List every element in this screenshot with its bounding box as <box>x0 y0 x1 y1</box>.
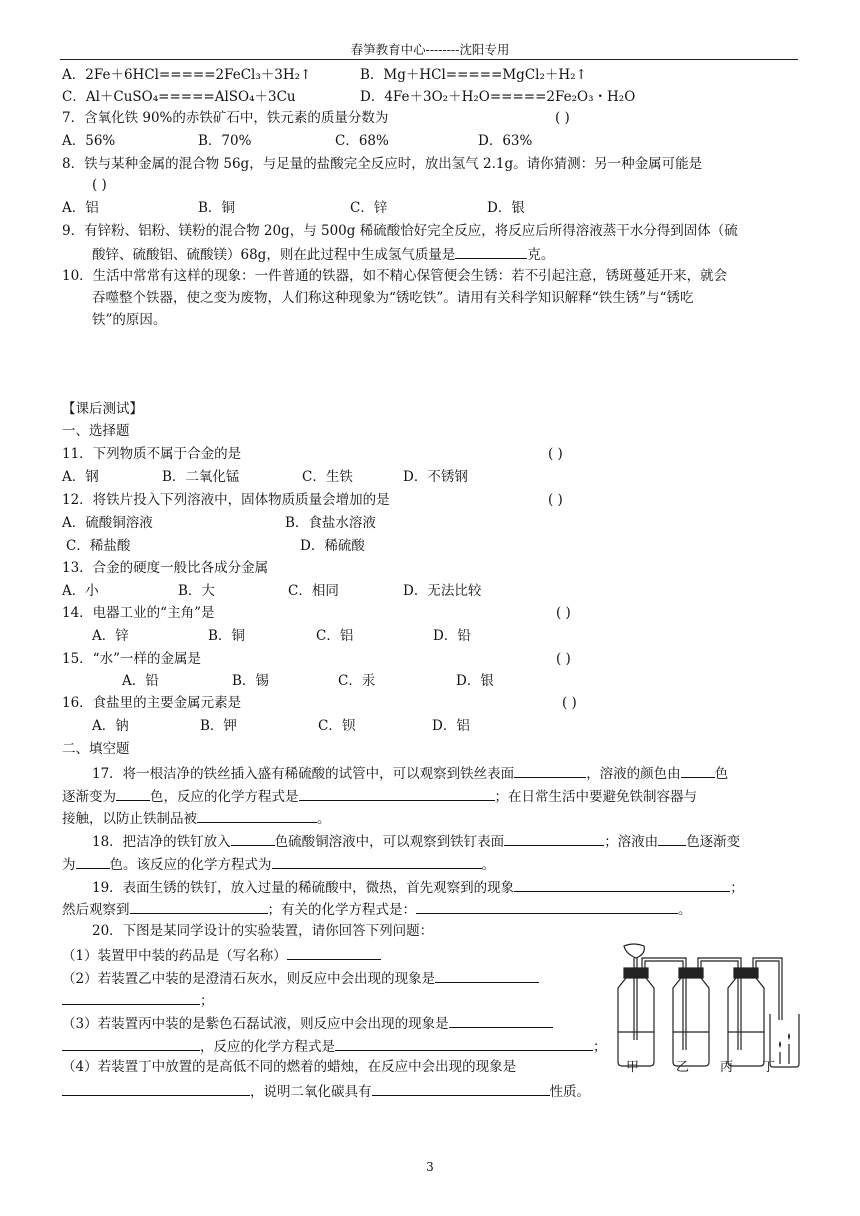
q7-option-d: D．63% <box>478 133 533 149</box>
q8-option-b: B．铜 <box>198 200 235 216</box>
q20-blank-litmus-b[interactable] <box>62 1036 200 1051</box>
q20-blank-limewater-a[interactable] <box>435 968 539 983</box>
q20-part4: （4）若装置丁中放置的是高低不同的燃着的蜡烛，在反应中会出现的现象是 <box>62 1059 517 1075</box>
q14-stem: 14．电器工业的“主角”是 <box>62 605 215 621</box>
q20-blank-candle[interactable] <box>62 1081 250 1096</box>
label-bing: 丙 <box>720 1060 734 1075</box>
q18-l1-text-a: 18．把洁净的铁钉放入 <box>92 834 231 850</box>
q20-p4-text-b: ，说明二氧化碳具有 <box>250 1084 372 1100</box>
q13-option-c: C．相同 <box>288 583 339 599</box>
q20-p2-end: ； <box>200 993 214 1009</box>
q19-l1-text-a: 19．表面生锈的铁钉，放入过量的稀硫酸中，微热，首先观察到的现象 <box>92 880 515 896</box>
q17-blank-color-to[interactable] <box>116 786 150 801</box>
q10-line3: 铁”的原因。 <box>92 312 167 328</box>
q13-option-d: D．无法比较 <box>403 583 482 599</box>
part2-title: 二、填空题 <box>62 741 130 757</box>
q17-l1-text-c: 色 <box>714 766 729 782</box>
q20-part4-cont <box>62 1081 590 1101</box>
page-number: 3 <box>426 1160 434 1174</box>
apparatus-svg <box>606 940 806 1075</box>
q18-line2 <box>62 854 495 874</box>
q18-blank-color[interactable] <box>231 831 275 846</box>
q18-l1-text-b: 色硫酸铜溶液中，可以观察到铁钉表面 <box>274 834 505 850</box>
q17-line3 <box>62 808 331 828</box>
q15-option-b: B．锡 <box>232 673 269 689</box>
q-prev-option-b: B．Mg＋HCl=====MgCl₂＋H₂↑ <box>360 67 587 83</box>
q19-blank-first[interactable] <box>514 877 730 892</box>
q18-l2-text-c: 。 <box>481 857 495 873</box>
q17-blank-surface[interactable] <box>514 763 586 778</box>
q15-option-c: C．汞 <box>338 673 376 689</box>
q11-option-b: B．二氧化锰 <box>162 469 240 485</box>
q-prev-option-a: A．2Fe＋6HCl=====2FeCl₃＋3H₂↑ <box>62 67 312 83</box>
q20-part2 <box>62 968 539 988</box>
q18-line1 <box>92 831 740 851</box>
q9-line2-end: 克。 <box>527 247 555 263</box>
q8-stem: 8．铁与某种金属的混合物 56g，与足量的盐酸完全反应时，放出氢气 2.1g。请你猜测：另一种金属可能是 <box>62 156 703 172</box>
label-yi: 乙 <box>676 1060 690 1075</box>
q14-paren: ( ) <box>556 605 571 621</box>
q19-l2-text-b: ；有关的化学方程式是： <box>267 902 416 918</box>
q20-p4-text-c: 性质。 <box>549 1084 590 1100</box>
page-header: 春笋教育中心--------沈阳专用 <box>350 42 510 57</box>
q11-stem: 11．下列物质不属于合金的是 <box>62 446 242 462</box>
q20-blank-property[interactable] <box>372 1081 550 1096</box>
q-prev-option-d: D．4Fe＋3O₂＋H₂O=====2Fe₂O₃・H₂O <box>360 89 636 105</box>
q20-part2-cont <box>62 990 214 1010</box>
q15-paren: ( ) <box>556 651 571 667</box>
q17-l2-text-c: ；在日常生活中要避免铁制容器与 <box>494 789 697 805</box>
label-ding: 丁 <box>762 1060 776 1075</box>
q20-part3-cont <box>62 1036 607 1056</box>
q17-l1-text-b: ，溶液的颜色由 <box>586 766 681 782</box>
q17-line2 <box>62 786 697 806</box>
q20-p1-text: （1）装置甲中装的药品是（写名称） <box>62 948 287 964</box>
q13-option-b: B．大 <box>178 583 215 599</box>
q17-l2-text-a: 逐渐变为 <box>62 789 116 805</box>
q17-l1-text-a: 17．将一根洁净的铁丝插入盛有稀硫酸的试管中，可以观察到铁丝表面 <box>92 766 515 782</box>
q19-line2 <box>62 899 692 919</box>
q20-blank-litmus-a[interactable] <box>449 1013 553 1028</box>
q18-l2-text-a: 为 <box>62 857 76 873</box>
q18-blank-equation[interactable] <box>272 854 482 869</box>
q17-blank-equation[interactable] <box>299 786 495 801</box>
q17-line1 <box>92 763 728 783</box>
q8-option-a: A．铝 <box>62 200 99 216</box>
q17-l2-text-b: 色，反应的化学方程式是 <box>150 789 299 805</box>
q11-option-c: C．生铁 <box>302 469 353 485</box>
header-rule <box>60 59 798 60</box>
q18-blank-surface[interactable] <box>504 831 604 846</box>
q14-option-c: C．铝 <box>316 628 354 644</box>
q14-option-b: B．铜 <box>208 628 245 644</box>
q9-line2-text: 酸锌、硫酸铝、硫酸镁）68g，则在此过程中生成氢气质量是 <box>92 247 456 263</box>
q7-option-c: C．68% <box>335 133 389 149</box>
q7-paren: ( ) <box>555 110 570 126</box>
q16-option-c: C．钡 <box>318 718 356 734</box>
section-title: 【课后测试】 <box>62 401 143 417</box>
q8-option-c: C．锌 <box>350 200 388 216</box>
q20-blank-litmus-eq[interactable] <box>335 1036 593 1051</box>
q17-blank-corroded[interactable] <box>197 808 317 823</box>
q13-option-a: A．小 <box>62 583 99 599</box>
q18-blank-color-to[interactable] <box>76 854 110 869</box>
q14-option-d: D．铅 <box>433 628 471 644</box>
q8-paren: ( ) <box>92 177 107 193</box>
q20-blank-reagent[interactable] <box>287 945 381 960</box>
apparatus-diagram <box>606 940 806 1075</box>
q15-option-d: D．银 <box>456 673 494 689</box>
q18-l1-text-c: ；溶液由 <box>604 834 659 850</box>
q12-option-a: A．硫酸铜溶液 <box>62 515 153 531</box>
q17-blank-color-from[interactable] <box>681 763 715 778</box>
q9-line1: 9．有锌粉、铝粉、镁粉的混合物 20g，与 500g 稀硫酸恰好完全反应，将反应后所得溶液蒸干水分得到固体（硫 <box>62 223 738 239</box>
q12-option-c: C．稀盐酸 <box>66 538 131 554</box>
q11-paren: ( ) <box>548 446 563 462</box>
q16-stem: 16．食盐里的主要金属元素是 <box>62 695 242 711</box>
q17-l3-text-a: 接触，以防止铁制品被 <box>62 811 197 827</box>
q16-option-b: B．钾 <box>200 718 237 734</box>
q20-part3 <box>62 1013 553 1033</box>
part1-title: 一、选择题 <box>62 423 130 439</box>
q20-p2-text: （2）若装置乙中装的是澄清石灰水，则反应中会出现的现象是 <box>62 971 436 987</box>
q12-option-b: B．食盐水溶液 <box>285 515 376 531</box>
q12-stem: 12．将铁片投入下列溶液中，固体物质质量会增加的是 <box>62 492 390 508</box>
q19-l2-text-c: 。 <box>678 902 692 918</box>
q11-option-a: A．钢 <box>62 469 99 485</box>
q10-line1: 10．生活中常常有这样的现象：一件普通的铁器，如不精心保管便会生锈：若不引起注意，锈斑蔓延开来，就会 <box>62 268 728 284</box>
q20-blank-limewater-b[interactable] <box>62 990 200 1005</box>
q12-option-d: D．稀硫酸 <box>300 538 365 554</box>
q20-part1 <box>62 945 381 965</box>
q7-option-a: A．56% <box>62 133 116 149</box>
q18-l1-text-d: 色逐渐变 <box>686 834 741 850</box>
q16-option-d: D．铝 <box>432 718 470 734</box>
q9-blank[interactable] <box>455 244 527 259</box>
q18-blank-color-from[interactable] <box>658 831 686 846</box>
label-jia: 甲 <box>626 1060 640 1075</box>
q20-intro: 20．下图是某同学设计的实验装置，请你回答下列问题： <box>92 923 434 939</box>
q13-stem: 13．合金的硬度一般比各成分金属 <box>62 560 269 576</box>
q16-paren: ( ) <box>562 695 577 711</box>
q19-blank-equation[interactable] <box>416 899 678 914</box>
q19-line1 <box>92 877 744 897</box>
q19-l2-text-a: 然后观察到 <box>62 902 130 918</box>
q15-option-a: A．铅 <box>122 673 159 689</box>
q18-l2-text-b: 色。该反应的化学方程式为 <box>109 857 272 873</box>
q20-p3-text: （3）若装置丙中装的是紫色石磊试液，则反应中会出现的现象是 <box>62 1016 449 1032</box>
q8-option-d: D．银 <box>487 200 525 216</box>
q20-p3-end: ； <box>593 1039 607 1055</box>
q10-line2: 吞噬整个铁器，使之变为废物，人们称这种现象为“锈吃铁”。请用有关科学知识解释“铁生锈”与“锈吃 <box>92 290 694 306</box>
q15-stem: 15．“水”一样的金属是 <box>62 651 201 667</box>
q-prev-option-c: C．Al＋CuSO₄=====AlSO₄＋3Cu <box>62 89 296 105</box>
q11-option-d: D．不锈钢 <box>403 469 468 485</box>
q20-p3-text-b: ，反应的化学方程式是 <box>200 1039 335 1055</box>
q9-line2 <box>92 244 554 264</box>
q14-option-a: A．锌 <box>92 628 129 644</box>
q19-blank-then[interactable] <box>130 899 268 914</box>
q19-l1-text-b: ； <box>730 880 744 896</box>
q12-paren: ( ) <box>548 492 563 508</box>
q16-option-a: A．钠 <box>92 718 129 734</box>
q7-stem: 7．含氧化铁 90%的赤铁矿石中，铁元素的质量分数为 <box>62 110 389 126</box>
q17-l3-text-b: 。 <box>317 811 331 827</box>
q7-option-b: B．70% <box>198 133 252 149</box>
